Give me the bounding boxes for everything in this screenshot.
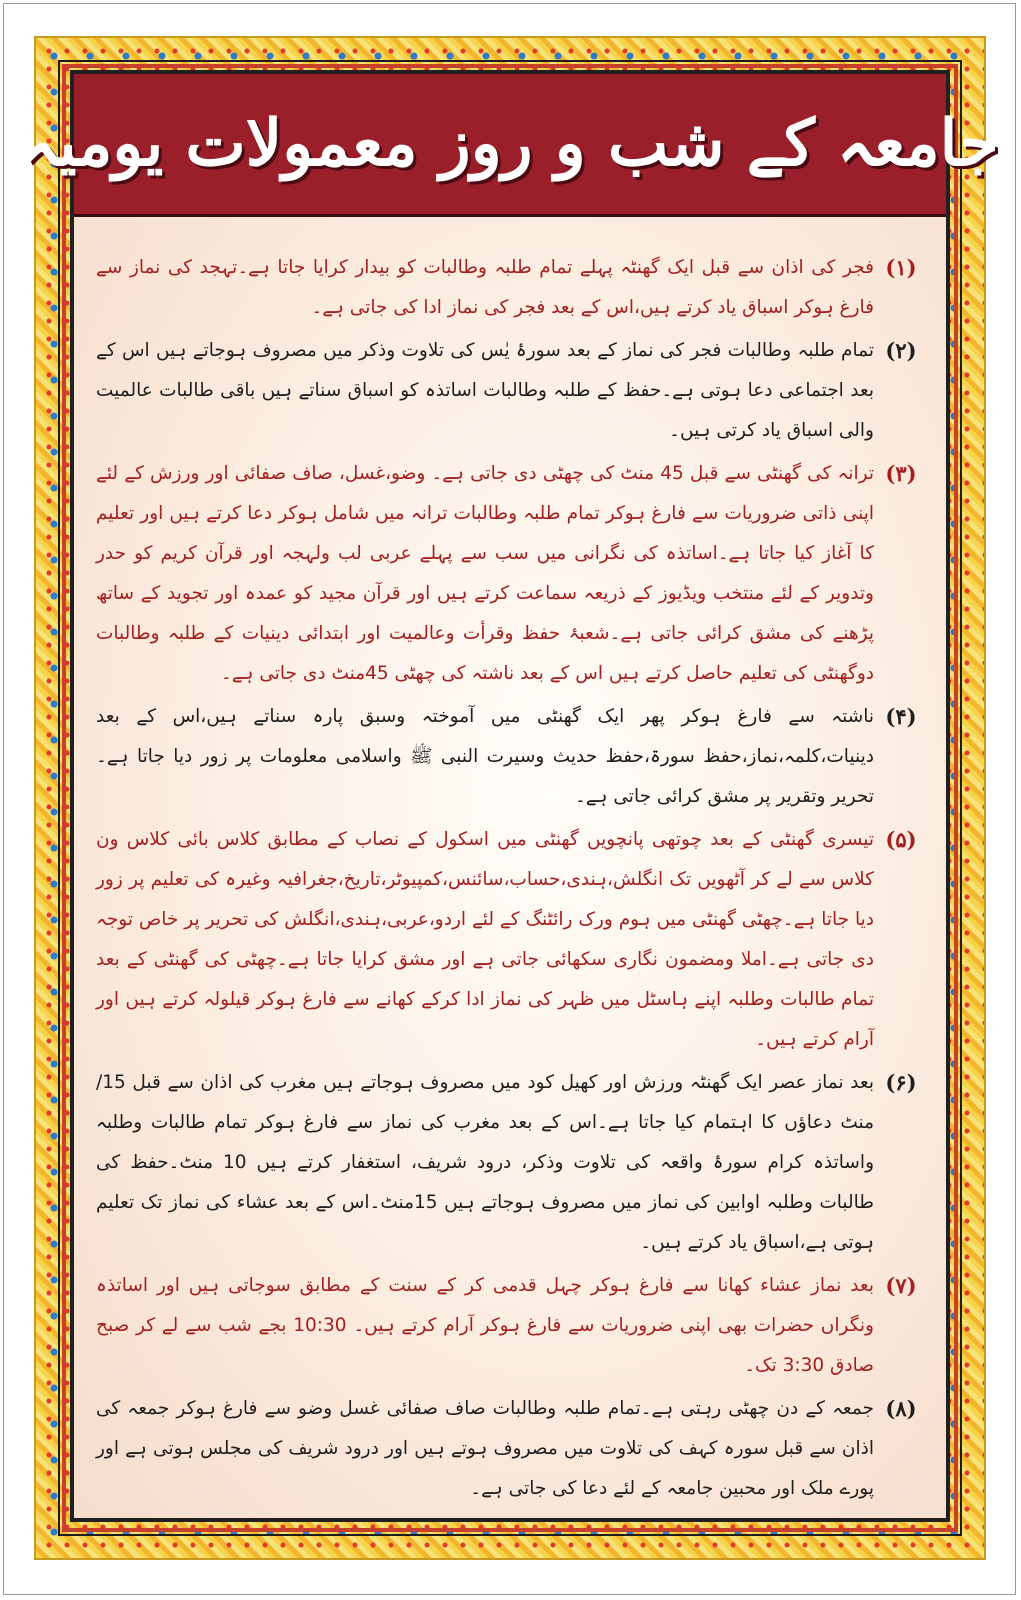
content-panel [21, 70, 999, 1522]
item-text: بعد نماز عصر ایک گھنٹہ ورزش اور کھیل کود میں مصروف ہوجاتے ہیں مغرب کی اذان سے قبل 15/منٹ دعاؤں کا اہتمام کیا جاتا ہے۔اس کے بعد مغرب کی نماز سے فارغ ہوکر تمام طالبات وطلبہ واساتذہ کرام سورۂ واقعہ کی تلاوت وذکر، درود شریف، استغفار کرتے ہیں 10 منٹ۔حفظ کی طالبات وطلبہ اوابین کی نماز میں مصروف ہوجاتے ہیں 15منٹ۔اس کے بعد عشاء کی نماز تک تعلیم ہوتی ہے،اسباق یاد کرتے ہیں۔ [96, 1072, 874, 1253]
list-item [96, 454, 928, 694]
item-number: (۷) [885, 1273, 917, 1298]
item-text: تیسری گھنٹی کے بعد چوتھی پانچویں گھنٹی میں اسکول کے نصاب کے مطابق کلاس بائی کلاس ون کلاس سے لے کر آٹھویں تک انگلش،ہندی،حساب،سائنس،کمپیوٹر،تاریخ،جغرافیہ وغیرہ کی تعلیم پر زور دیا جاتا ہے۔چھٹی گھنٹی میں ہوم ورک رائٹنگ کے لئے اردو،عربی،ہندی،انگلش کی تحریر پر خاص توجہ دی جاتی ہے۔املا ومضمون نگاری سکھائی جاتی ہے اور مشق کرایا جاتا ہے۔چھٹی کی گھنٹی کے بعد تمام طالبات وطلبہ اپنے ہاسٹل میں ظہر کی نماز ادا کرکے کھانے سے فارغ ہوکر قیلولہ کرتے ہیں اور آرام کرتے ہیں۔ [96, 829, 874, 1050]
item-text: جمعہ کے دن چھٹی رہتی ہے۔تمام طلبہ وطالبات صاف صفائی غسل وضو سے فارغ ہوکر جمعہ کی اذان سے قبل سورہ کہف کی تلاوت میں مصروف ہوتے ہیں اور درود شریف کی مجلس ہوتی ہے اور پورے ملک اور محبین جامعہ کے لئے دعا کی جاتی ہے۔ [96, 1398, 874, 1499]
item-text: بعد نماز عشاء کھانا سے فارغ ہوکر چہل قدمی کر کے سنت کے مطابق سوجاتی ہیں اور اساتذہ ونگراں حضرات بھی اپنی ضروریات سے فارغ ہوکر آرام کرتے ہیں۔ 10:30 بجے شب سے لے کر صبح صادق 3:30 تک۔ [96, 1275, 874, 1376]
item-number: (۵) [885, 827, 917, 852]
list-item [96, 697, 928, 817]
list-item [96, 1063, 928, 1263]
item-number: (۸) [885, 1396, 917, 1421]
page-title: جامعہ کے شب و روز معمولات یومیہ [21, 106, 999, 181]
routine-list [96, 248, 928, 1512]
item-number: (۳) [885, 461, 917, 486]
list-item [96, 331, 928, 451]
list-item [96, 1266, 928, 1386]
title-banner [21, 74, 999, 217]
list-item [96, 1389, 928, 1509]
item-number: (۴) [885, 704, 917, 729]
item-text: تمام طلبہ وطالبات فجر کی نماز کے بعد سورۂ یٰس کی تلاوت وذکر میں مصروف ہوجاتے ہیں اس کے بعد اجتماعی دعا ہوتی ہے۔حفظ کے طلبہ وطالبات اساتذہ کو اسباق سناتے ہیں باقی طالبات عالمیت والی اسباق یاد کرتی ہیں۔ [96, 340, 874, 441]
item-number: (۶) [885, 1070, 917, 1095]
item-text: ترانہ کی گھنٹی سے قبل 45 منٹ کی چھٹی دی جاتی ہے۔ وضو،غسل، صاف صفائی اور ورزش کے لئے اپنی ذاتی ضروریات سے فارغ ہوکر تمام طلبہ وطالبات ترانہ میں شامل ہوکر دعا کرتے ہیں اور تعلیم کا آغاز کیا جاتا ہے۔اساتذہ کی نگرانی میں سب سے پہلے عربی لب ولہجہ اور قرآن کریم کو حدر وتدویر کے لئے منتخب ویڈیوز کے ذریعہ سماعت کرتے ہیں اور قرآن مجید کو عمدہ اور تجوید کے ساتھ پڑھنے کی مشق کرائی جاتی ہے۔شعبۂ حفظ وقرأت وعالمیت اور ابتدائی دینیات کے طلبہ وطالبات دوگھنٹی کی تعلیم حاصل کرتے ہیں اس کے بعد ناشتہ کی چھٹی 45منٹ دی جاتی ہے۔ [96, 463, 875, 684]
list-item [96, 820, 928, 1060]
list-item [96, 248, 928, 328]
item-text: ناشتہ سے فارغ ہوکر پھر ایک گھنٹی میں آموختہ وسبق پارہ سناتے ہیں،اس کے بعد دینیات،کلمہ،نماز،حفظ سورۃ،حفظ حدیث وسیرت النبی ﷺ واسلامی معلومات پر زور دیا جاتا ہے۔تحریر وتقریر پر مشق کرائی جاتی ہے۔ [96, 706, 874, 807]
item-number: (۲) [885, 338, 917, 363]
item-number: (۱) [885, 255, 917, 280]
item-text: فجر کی اذان سے قبل ایک گھنٹہ پہلے تمام طلبہ وطالبات کو بیدار کرایا جاتا ہے۔تہجد کی نماز سے فارغ ہوکر اسباق یاد کرتے ہیں،اس کے بعد فجر کی نماز ادا کی جاتی ہے۔ [96, 257, 874, 318]
